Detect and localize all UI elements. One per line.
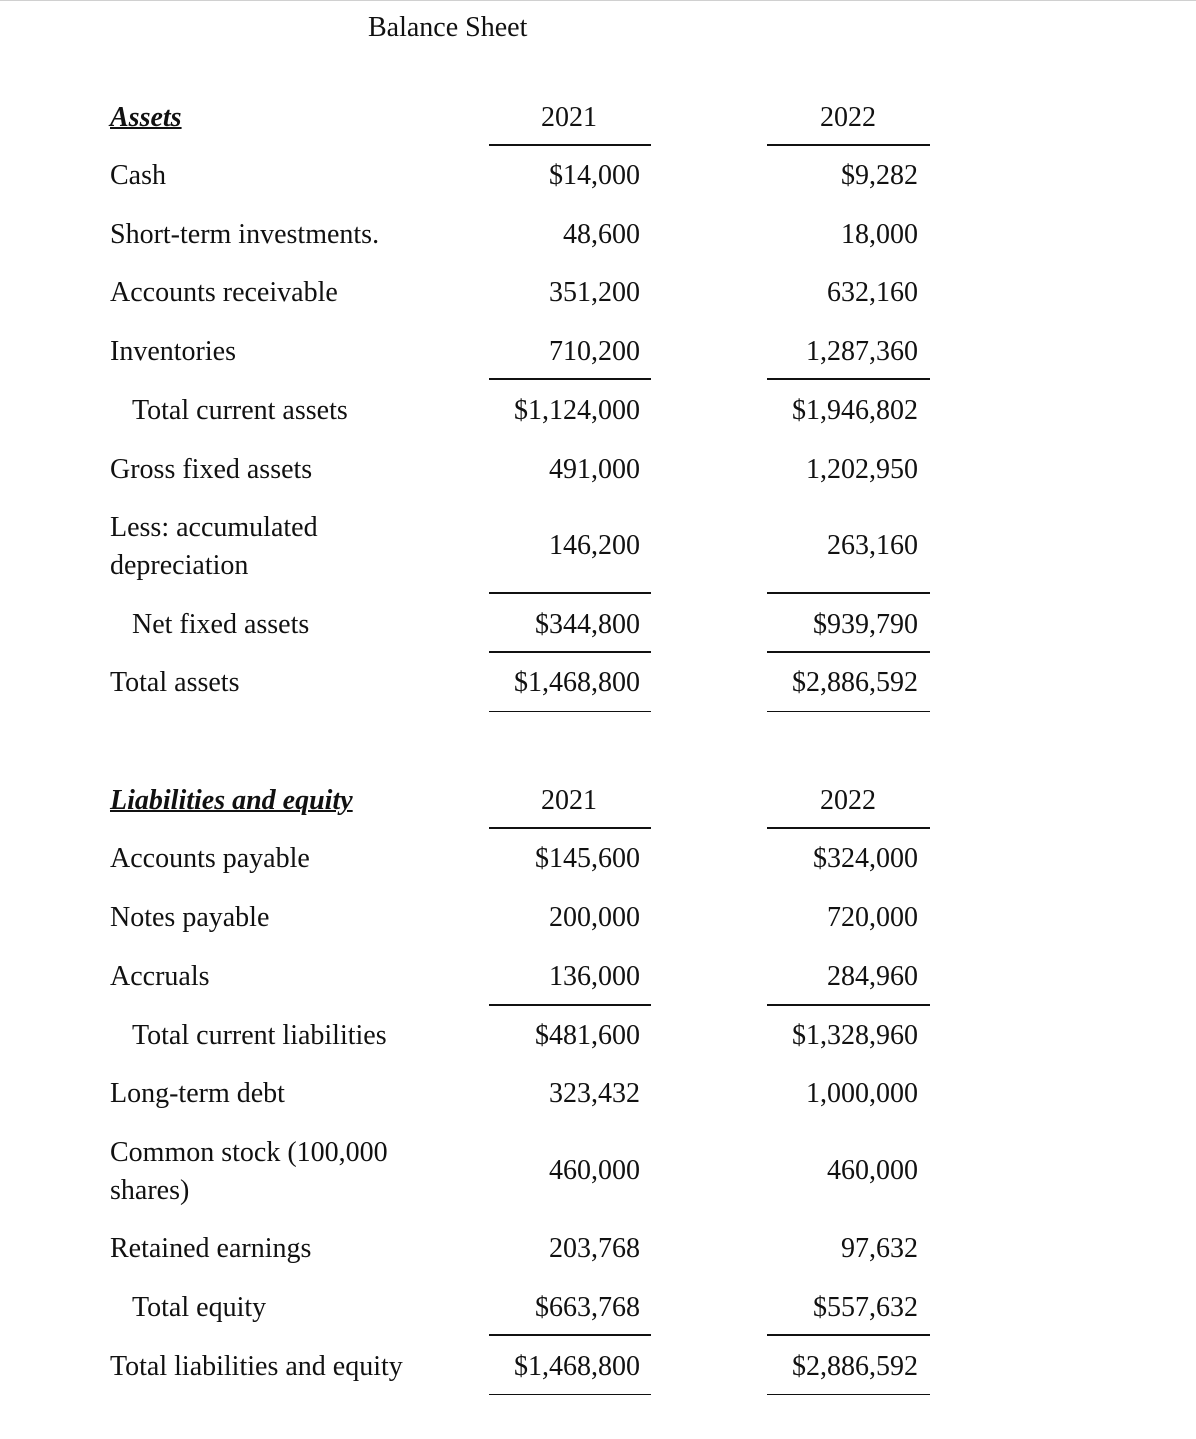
row-label: Less: accumulated depreciation <box>110 512 318 581</box>
row-label: Notes payable <box>110 902 270 933</box>
row-label: Net fixed assets <box>132 609 310 640</box>
value-2022: 97,632 <box>841 1233 918 1264</box>
bottom-rule-2022 <box>767 1394 930 1395</box>
value-2021: 351,200 <box>549 277 640 308</box>
row-label: Short-term investments. <box>110 219 380 250</box>
value-2021: 491,000 <box>549 454 640 485</box>
page-title: Balance Sheet <box>368 12 528 43</box>
row-label: Total current liabilities <box>132 1020 387 1051</box>
row-label: Total current assets <box>132 395 348 426</box>
row-label: Total liabilities and equity <box>110 1351 403 1382</box>
value-2021: $1,468,800 <box>514 1351 640 1382</box>
assets-header-rule-2022 <box>767 144 930 146</box>
subtotal-rule-2021 <box>489 378 651 380</box>
value-2022: 1,000,000 <box>806 1078 918 1109</box>
assets-year-2021: 2021 <box>541 102 597 133</box>
value-2021: 710,200 <box>549 336 640 367</box>
liabilities-heading: Liabilities and equity <box>110 785 353 816</box>
subtotal-rule-2022 <box>767 378 930 380</box>
subtotal-rule-2022 <box>767 1004 930 1006</box>
row-label: Accounts payable <box>110 843 310 874</box>
value-2021: $145,600 <box>535 843 640 874</box>
value-2021: 203,768 <box>549 1233 640 1264</box>
top-border-line <box>0 0 1196 1</box>
value-2021: 146,200 <box>549 530 640 561</box>
value-2022: $939,790 <box>813 609 918 640</box>
value-2021: $1,468,800 <box>514 667 640 698</box>
assets-year-2022: 2022 <box>820 102 876 133</box>
subtotal-rule-2021 <box>489 592 651 594</box>
row-label: Retained earnings <box>110 1233 312 1264</box>
bottom-rule-2022 <box>767 711 930 712</box>
assets-header-rule-2021 <box>489 144 651 146</box>
bottom-rule-2021 <box>489 711 651 712</box>
assets-heading: Assets <box>110 102 182 133</box>
value-2021: $481,600 <box>535 1020 640 1051</box>
row-label: Accounts receivable <box>110 277 338 308</box>
subtotal-rule-2022 <box>767 592 930 594</box>
liabilities-year-2022: 2022 <box>820 785 876 816</box>
value-2022: $1,946,802 <box>792 395 918 426</box>
value-2022: $2,886,592 <box>792 667 918 698</box>
liabilities-header-rule-2022 <box>767 827 930 829</box>
value-2021: 323,432 <box>549 1078 640 1109</box>
row-label: Common stock (100,000 shares) <box>110 1137 388 1206</box>
total-rule-2022 <box>767 1334 930 1336</box>
row-label: Long-term debt <box>110 1078 285 1109</box>
row-label: Accruals <box>110 961 210 992</box>
value-2022: 632,160 <box>827 277 918 308</box>
value-2022: $324,000 <box>813 843 918 874</box>
value-2021: $663,768 <box>535 1292 640 1323</box>
value-2021: $14,000 <box>549 160 640 191</box>
row-label: Cash <box>110 160 166 191</box>
value-2022: $1,328,960 <box>792 1020 918 1051</box>
value-2022: 18,000 <box>841 219 918 250</box>
value-2022: 1,202,950 <box>806 454 918 485</box>
value-2022: $2,886,592 <box>792 1351 918 1382</box>
value-2022: 720,000 <box>827 902 918 933</box>
value-2022: 284,960 <box>827 961 918 992</box>
total-rule-2022 <box>767 651 930 653</box>
value-2021: $344,800 <box>535 609 640 640</box>
value-2022: 460,000 <box>827 1155 918 1186</box>
row-label: Total equity <box>132 1292 267 1323</box>
row-label: Inventories <box>110 336 236 367</box>
row-label: Total assets <box>110 667 240 698</box>
subtotal-rule-2021 <box>489 1004 651 1006</box>
value-2021: 460,000 <box>549 1155 640 1186</box>
liabilities-year-2021: 2021 <box>541 785 597 816</box>
value-2022: $557,632 <box>813 1292 918 1323</box>
value-2021: $1,124,000 <box>514 395 640 426</box>
value-2021: 136,000 <box>549 961 640 992</box>
value-2021: 48,600 <box>563 219 640 250</box>
value-2022: $9,282 <box>841 160 918 191</box>
row-label: Gross fixed assets <box>110 454 313 485</box>
bottom-rule-2021 <box>489 1394 651 1395</box>
total-rule-2021 <box>489 1334 651 1336</box>
value-2022: 1,287,360 <box>806 336 918 367</box>
total-rule-2021 <box>489 651 651 653</box>
value-2021: 200,000 <box>549 902 640 933</box>
value-2022: 263,160 <box>827 530 918 561</box>
liabilities-header-rule-2021 <box>489 827 651 829</box>
